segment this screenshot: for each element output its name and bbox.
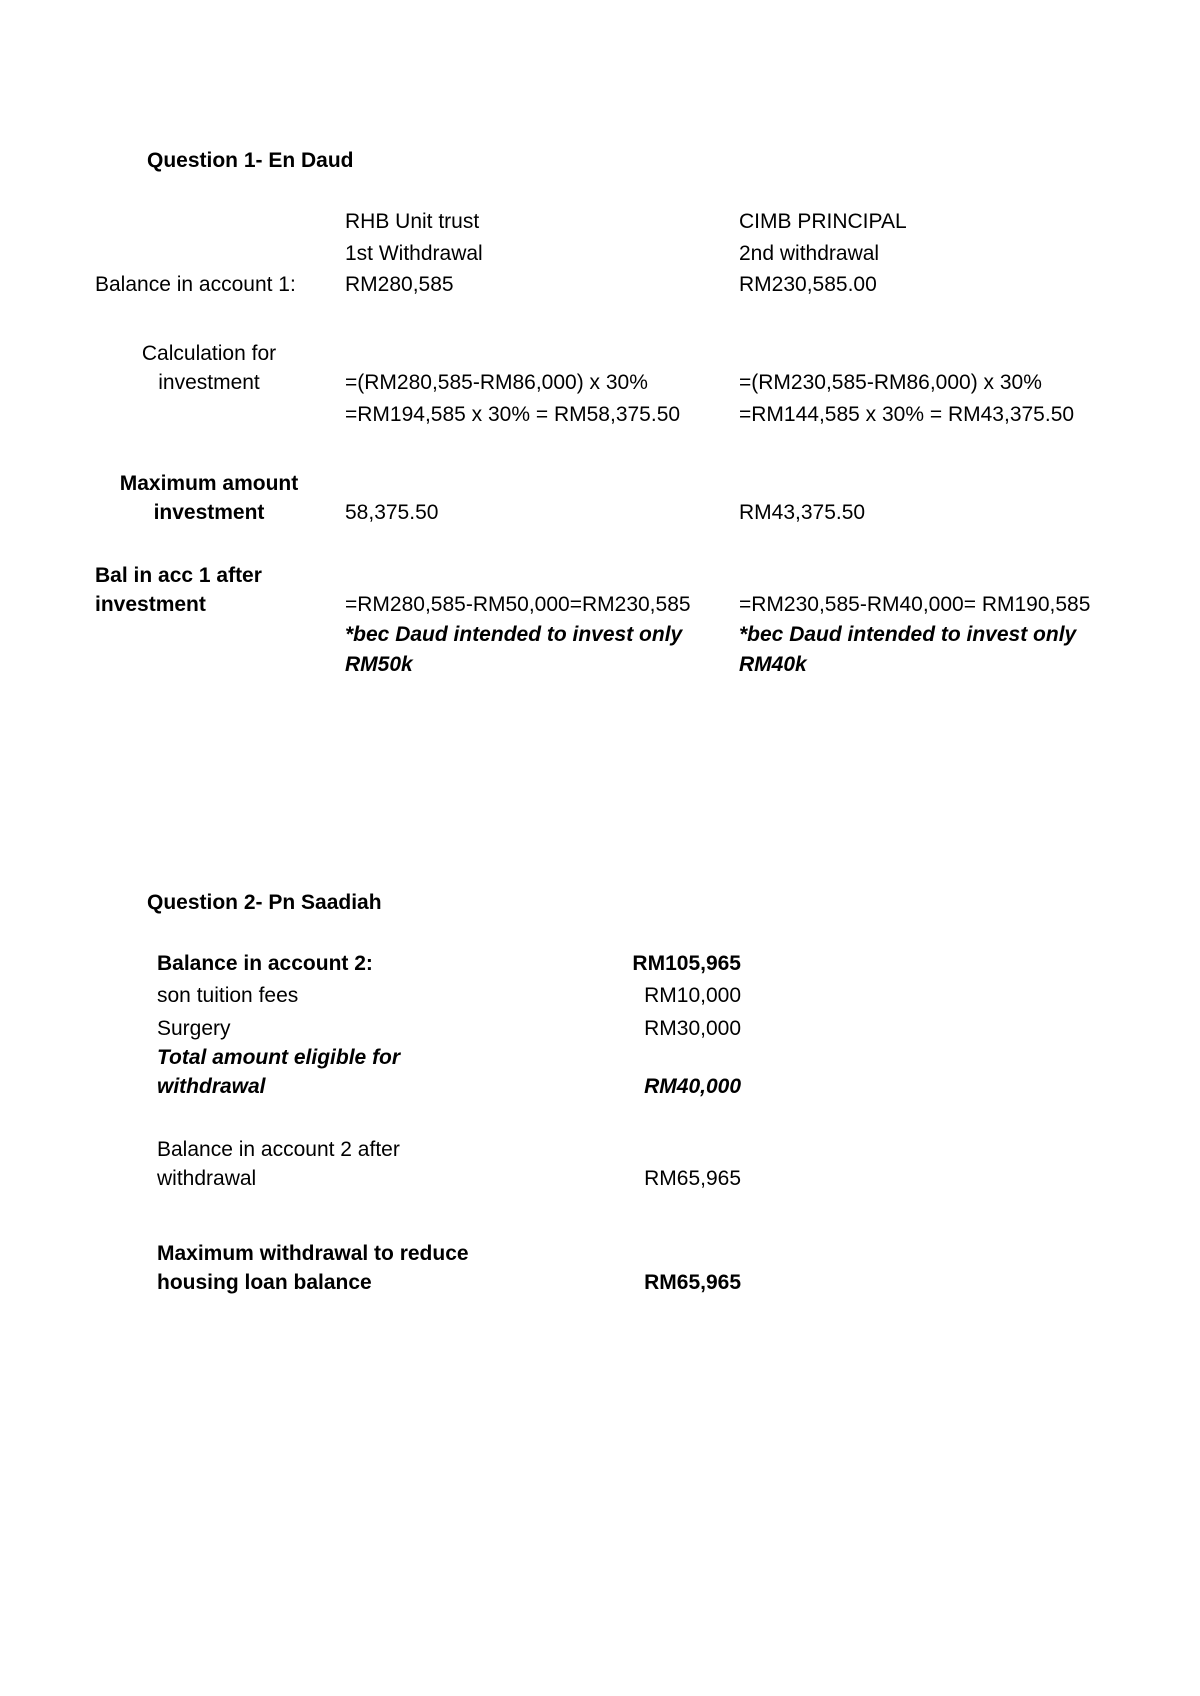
- label-calc-line2: investment: [158, 371, 260, 394]
- label-calc-line1: Calculation for: [141, 342, 277, 365]
- col1-note-line2: RM50k: [345, 653, 413, 676]
- q2-surgery-value: RM30,000: [644, 1017, 741, 1040]
- q2-total-label-line2: withdrawal: [157, 1075, 266, 1098]
- col2-calc-line2: =RM144,585 x 30% = RM43,375.50: [739, 403, 1075, 426]
- col2-note-line2: RM40k: [739, 653, 807, 676]
- label-bal-after-line2: investment: [95, 593, 206, 616]
- q2-after-value: RM65,965: [644, 1167, 741, 1190]
- col1-calc-line2: =RM194,585 x 30% = RM58,375.50: [345, 403, 681, 426]
- q2-total-label-line1: Total amount eligible for: [157, 1046, 401, 1069]
- col1-balance: RM280,585: [345, 273, 454, 296]
- col1-max: 58,375.50: [345, 501, 439, 524]
- label-balance-account-1: Balance in account 1:: [95, 273, 296, 296]
- q2-surgery-label: Surgery: [157, 1017, 231, 1040]
- col2-calc-line1: =(RM230,585-RM86,000) x 30%: [739, 371, 1042, 394]
- label-max-line2: investment: [153, 501, 265, 524]
- col1-withdrawal: 1st Withdrawal: [345, 242, 483, 265]
- q2-total-value: RM40,000: [644, 1075, 741, 1098]
- q1-title: Question 1- En Daud: [147, 149, 354, 172]
- col2-max: RM43,375.50: [739, 501, 866, 524]
- col2-balance: RM230,585.00: [739, 273, 877, 296]
- q2-max-label-line1: Maximum withdrawal to reduce: [157, 1242, 469, 1265]
- col2-bal-after: =RM230,585-RM40,000= RM190,585: [739, 593, 1091, 616]
- q2-balance-label: Balance in account 2:: [157, 952, 373, 975]
- label-max-line1: Maximum amount: [119, 472, 299, 495]
- col1-note-line1: *bec Daud intended to invest only: [345, 623, 683, 646]
- q2-max-value: RM65,965: [644, 1271, 741, 1294]
- q2-tuition-value: RM10,000: [644, 984, 741, 1007]
- col1-fund: RHB Unit trust: [345, 210, 480, 233]
- col2-withdrawal: 2nd withdrawal: [739, 242, 880, 265]
- col1-calc-line1: =(RM280,585-RM86,000) x 30%: [345, 371, 648, 394]
- q2-after-label-line1: Balance in account 2 after: [157, 1138, 400, 1161]
- col2-note-line1: *bec Daud intended to invest only: [739, 623, 1077, 646]
- q2-title: Question 2- Pn Saadiah: [147, 891, 382, 914]
- col1-bal-after: =RM280,585-RM50,000=RM230,585: [345, 593, 691, 616]
- col2-fund: CIMB PRINCIPAL: [739, 210, 907, 233]
- q2-tuition-label: son tuition fees: [157, 984, 299, 1007]
- label-bal-after-line1: Bal in acc 1 after: [95, 564, 262, 587]
- q2-max-label-line2: housing loan balance: [157, 1271, 372, 1294]
- q2-after-label-line2: withdrawal: [157, 1167, 257, 1190]
- q2-balance-value: RM105,965: [632, 952, 741, 975]
